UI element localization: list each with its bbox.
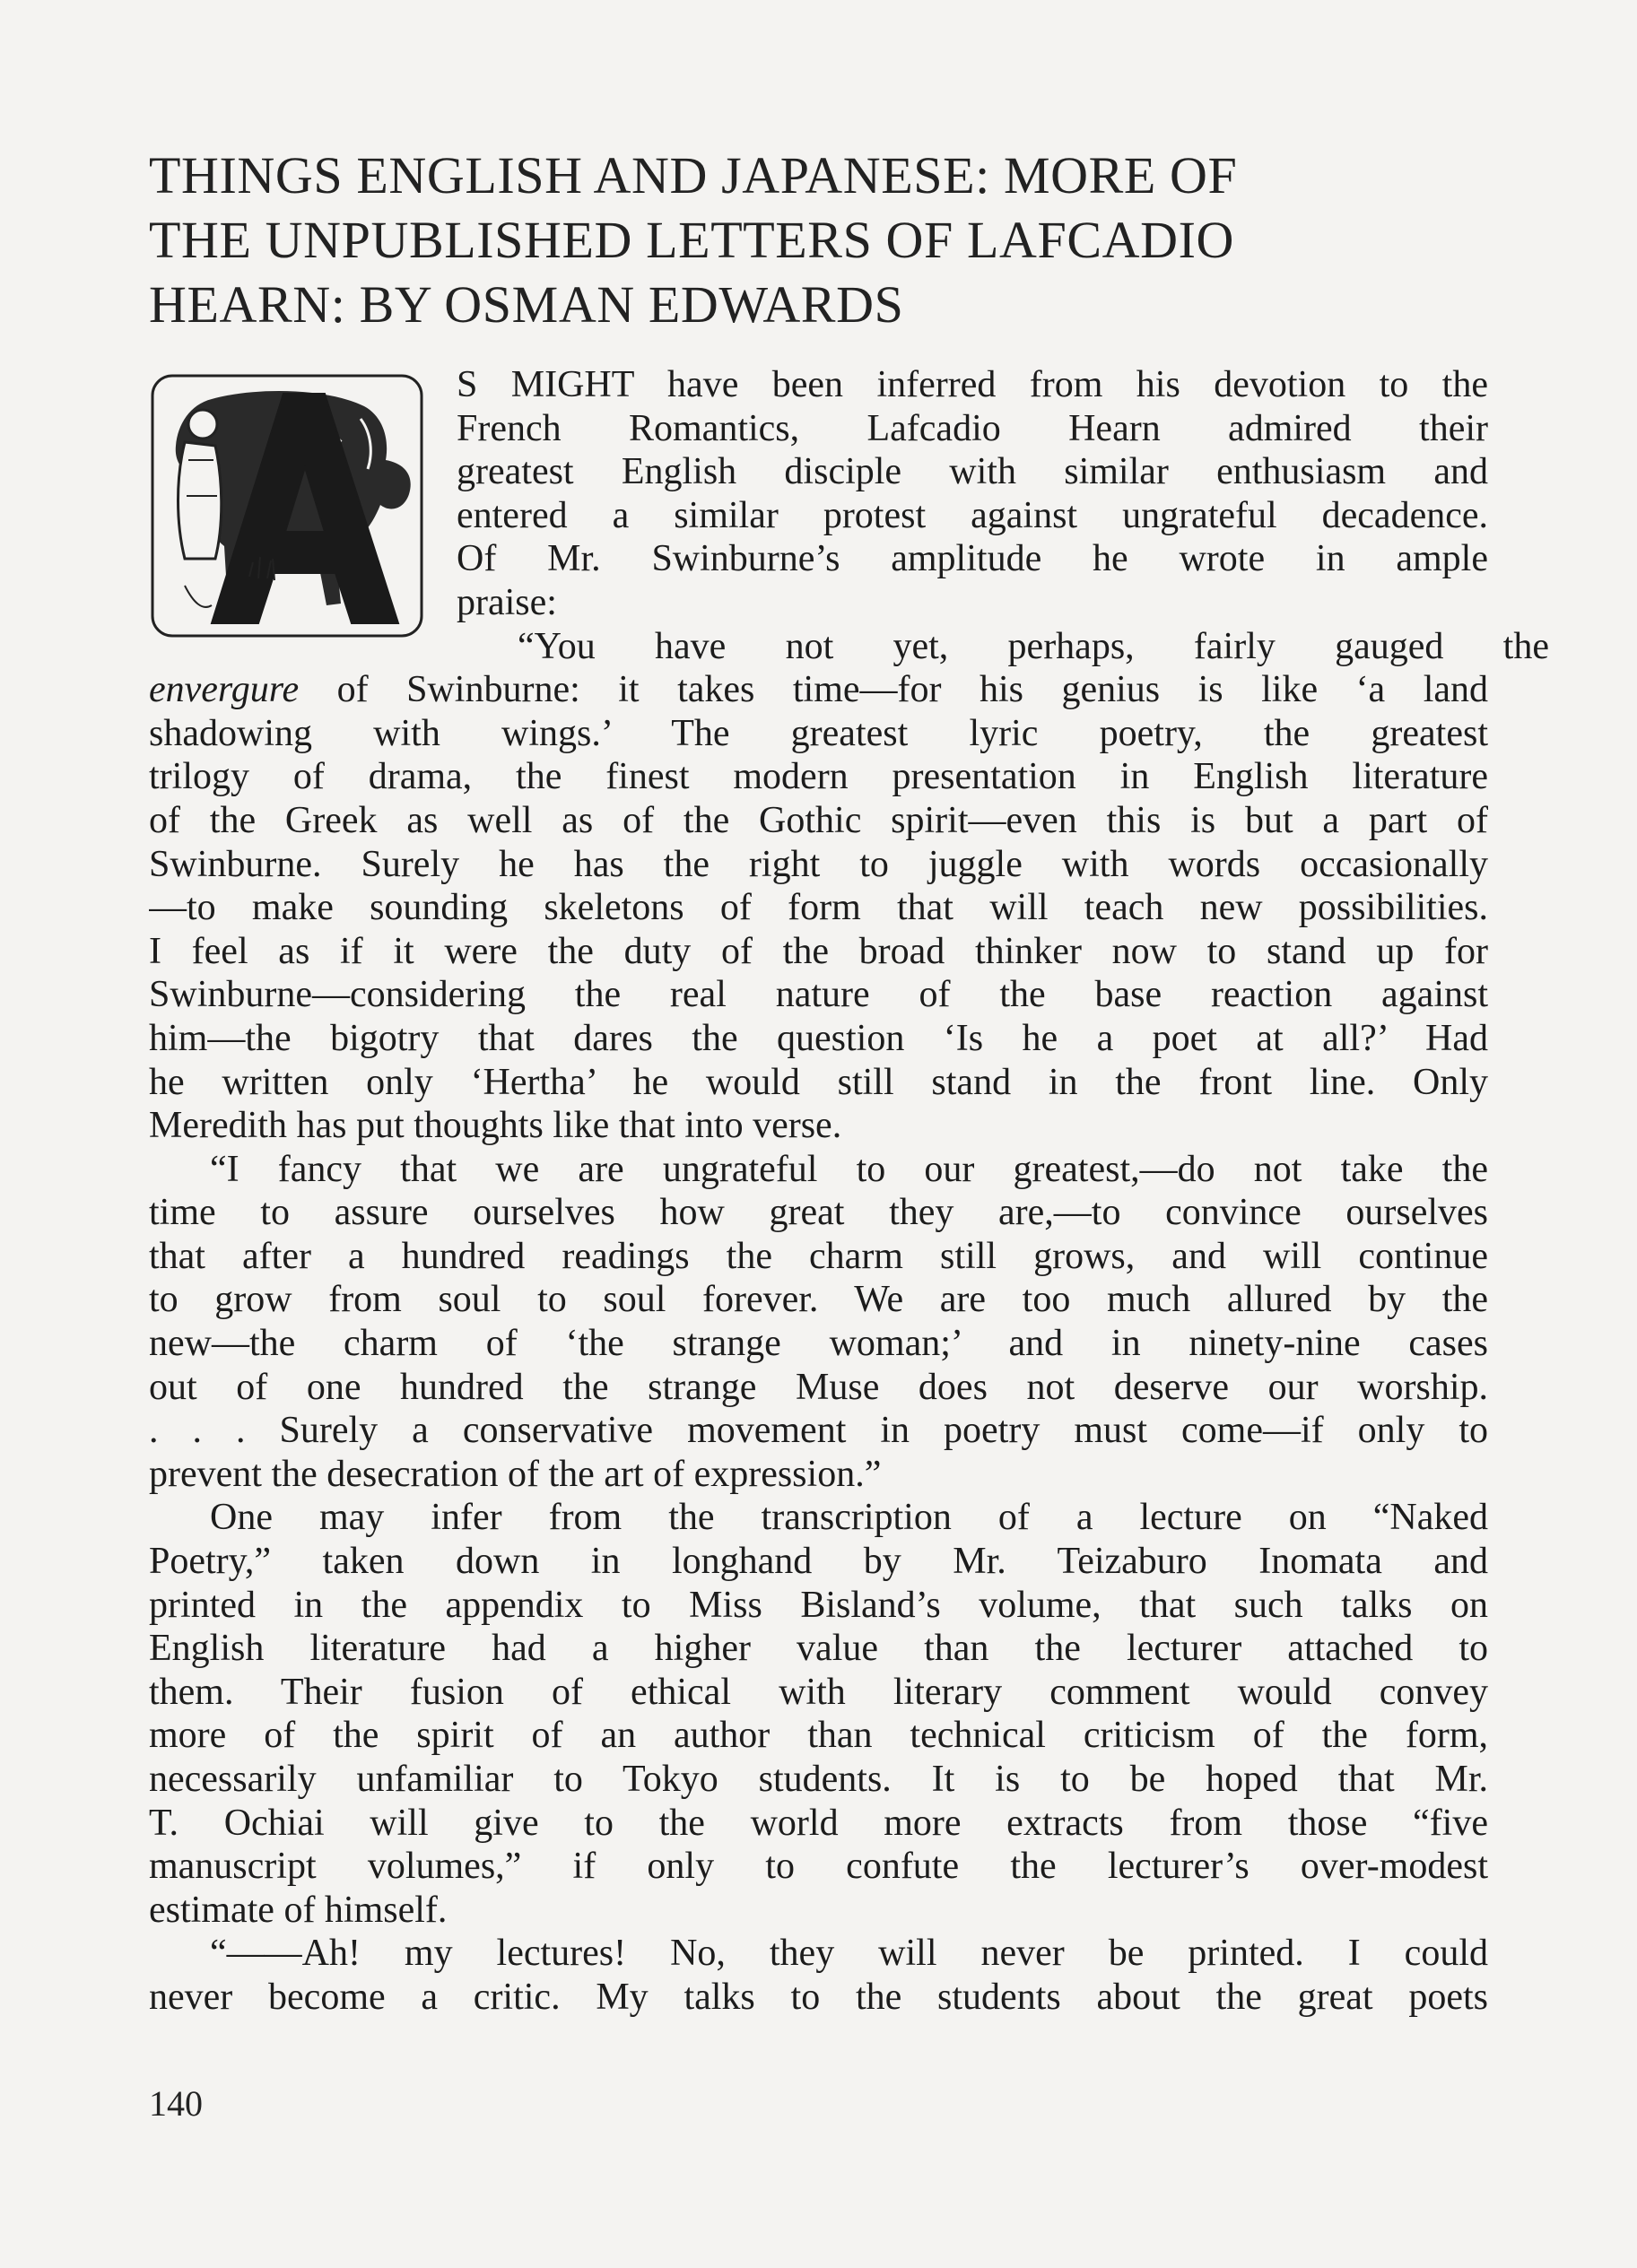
text-line: manuscript volumes,” if only to confute the lecturer’s over-modest — [149, 1846, 1488, 1888]
text-line: him—the bigotry that dares the question ‘Is he a poet at all?’ Had — [149, 1017, 1488, 1059]
text-line: Meredith has put thoughts like that into verse. — [149, 1105, 842, 1147]
title-line: THINGS ENGLISH AND JAPANESE: MORE OF — [149, 146, 1238, 204]
text-line: praise: — [457, 581, 557, 623]
article-title — [149, 143, 1494, 337]
page-number: 140 — [149, 2083, 203, 2124]
text-fragment: of Swinburne: it takes time—for his genius is like ‘a land — [299, 669, 1488, 711]
text-line: Swinburne—considering the real nature of the base reaction against — [149, 974, 1488, 1016]
text-line: time to assure ourselves how great they are,—to convince ourselves — [149, 1192, 1488, 1234]
text-line: . . . Surely a conservative movement in poetry must come—if only to — [149, 1410, 1488, 1452]
title-line: THE UNPUBLISHED LETTERS OF LAFCADIO — [149, 211, 1234, 269]
text-line: French Romantics, Lafcadio Hearn admired their — [457, 407, 1488, 449]
text-line: shadowing with wings.’ The greatest lyric poetry, the greatest — [149, 712, 1488, 754]
text-line: —to make sounding skeletons of form that will teach new possibilities. — [149, 887, 1488, 929]
text-line: that after a hundred readings the charm still grows, and will continue — [149, 1235, 1488, 1277]
text-line: “I fancy that we are ungrateful to our greatest,—do not take the — [210, 1148, 1488, 1190]
text-line: One may infer from the transcription of a lecture on “Naked — [210, 1497, 1488, 1539]
text-line: “——Ah! my lectures! No, they will never be printed. I could — [210, 1933, 1488, 1975]
title-line: HEARN: BY OSMAN EDWARDS — [149, 275, 904, 334]
article-body — [149, 363, 1549, 2020]
text-line: Poetry,” taken down in longhand by Mr. Teizaburo Inomata and — [149, 1541, 1488, 1583]
text-line: them. Their fusion of ethical with literary comment would convey — [149, 1671, 1488, 1713]
text-line: he written only ‘Hertha’ he would still stand in the front line. Only — [149, 1061, 1488, 1103]
text-line: trilogy of drama, the finest modern presentation in English literature — [149, 756, 1488, 798]
text-line: new—the charm of ‘the strange woman;’ and in ninety-nine cases — [149, 1323, 1488, 1365]
text-line: T. Ochiai will give to the world more extracts from those “five — [149, 1802, 1488, 1844]
text-line: printed in the appendix to Miss Bisland’s volume, that such talks on — [149, 1584, 1488, 1626]
text-line: Swinburne. Surely he has the right to juggle with words occasionally — [149, 843, 1488, 885]
text-line: S MIGHT have been inferred from his devotion to the — [457, 364, 1488, 405]
text-line: of the Greek as well as of the Gothic spirit—even this is but a part of — [149, 799, 1488, 841]
text-line — [149, 668, 1488, 712]
text-line: more of the spirit of an author than technical criticism of the form, — [149, 1715, 1488, 1757]
text-line: entered a similar protest against ungrateful decadence. — [457, 494, 1488, 536]
text-line: prevent the desecration of the art of expression.” — [149, 1453, 882, 1495]
text-line: Of Mr. Swinburne’s amplitude he wrote in ample — [457, 538, 1488, 580]
text-line: necessarily unfamiliar to Tokyo students. It is to be hoped that Mr. — [149, 1759, 1488, 1800]
text-line: to grow from soul to soul forever. We are too much allured by the — [149, 1279, 1488, 1321]
text-line: I feel as if it were the duty of the broad thinker now to stand up for — [149, 930, 1488, 972]
text-line: English literature had a higher value than the lecturer attached to — [149, 1628, 1488, 1670]
text-line: out of one hundred the strange Muse does not deserve our worship. — [149, 1366, 1488, 1408]
italic-word: envergure — [149, 669, 300, 711]
text-line: greatest English disciple with similar enthusiasm and — [457, 451, 1488, 493]
text-line: never become a critic. My talks to the students about the great poets — [149, 1976, 1488, 2018]
text-line: “You have not yet, perhaps, fairly gauged the — [518, 625, 1549, 667]
text-line: estimate of himself. — [149, 1889, 448, 1931]
